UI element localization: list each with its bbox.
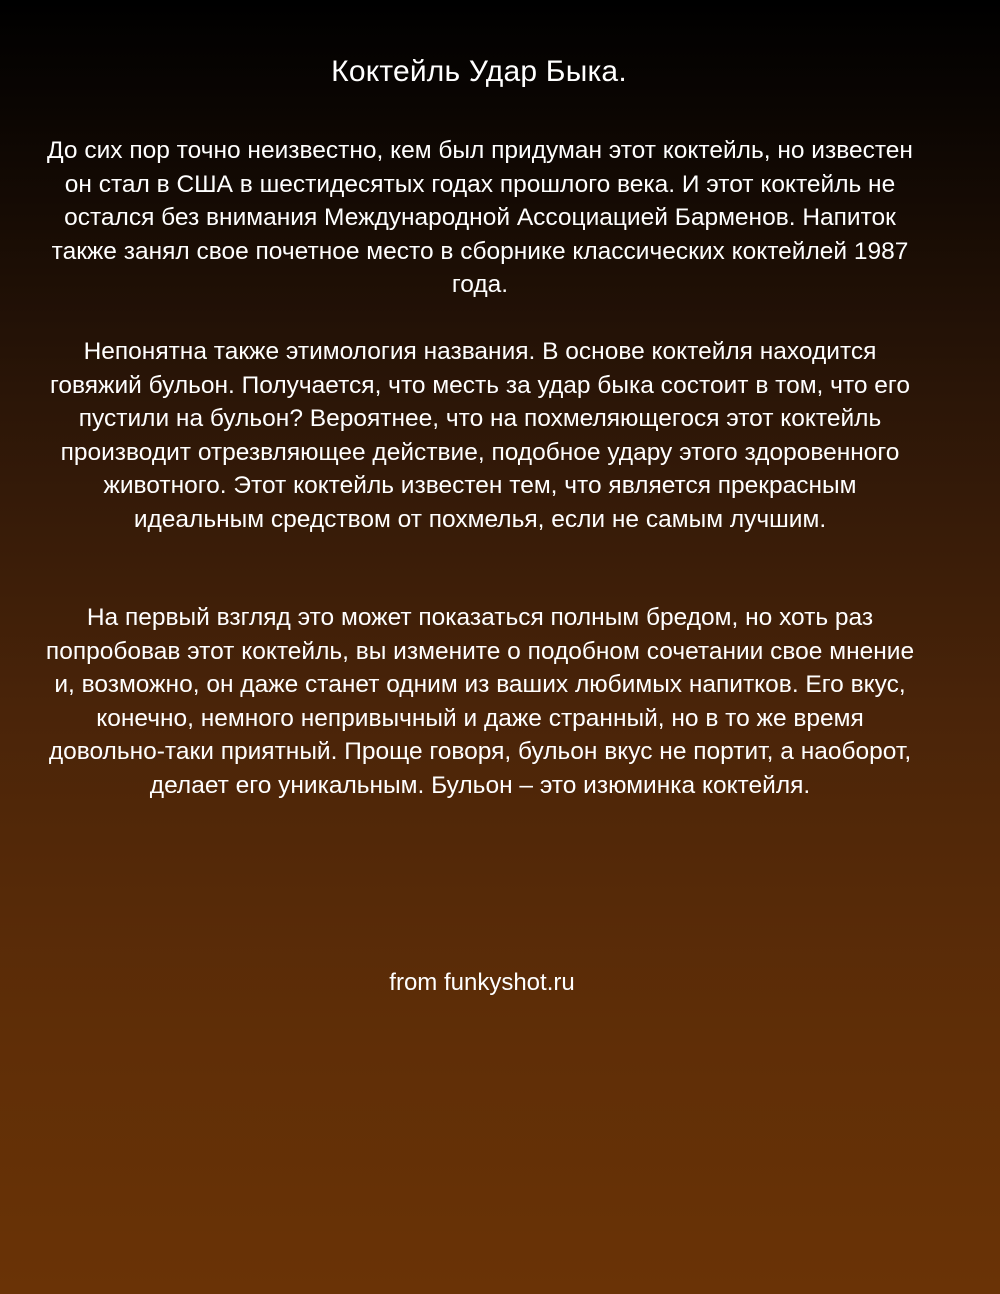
source-credit: from funkyshot.ru bbox=[389, 969, 575, 996]
paragraph-etymology: Непонятна также этимология названия. В основе коктейля находится говяжий бульон. Получается, что месть за удар быка состоит в том, что его пустили на бульон? Вероятнее, что на похмеляющегося этот коктейль производит отрезвляющее действие, подобное удару этого здоровенного животного. Этот коктейль известен тем, что является прекрасным идеальным средством от похмелья, если не самым лучшим. bbox=[50, 338, 910, 533]
paragraph-taste: На первый взгляд это может показаться полным бредом, но хоть раз попробовав этот коктейль, вы измените о подобном сочетании свое мнение и, возможно, он даже станет одним из ваших любимых напитков. Его вкус, конечно, немного непривычный и даже странный, но в то же время довольно-таки приятный. Проще говоря, бульон вкус не портит, а наоборот, делает его уникальным. Бульон – это изюминка коктейля. bbox=[45, 604, 915, 799]
document-title: Коктейль Удар Быка. bbox=[331, 55, 627, 88]
paragraph-origin: До сих пор точно неизвестно, кем был придуман этот коктейль, но известен он стал в США в шестидесятых годах прошлого века. И этот коктейль не остался без внимания Международной Ассоциацией Барменов. Напиток также занял свое почетное место в сборнике классических коктейлей 1987 года. bbox=[47, 137, 913, 298]
